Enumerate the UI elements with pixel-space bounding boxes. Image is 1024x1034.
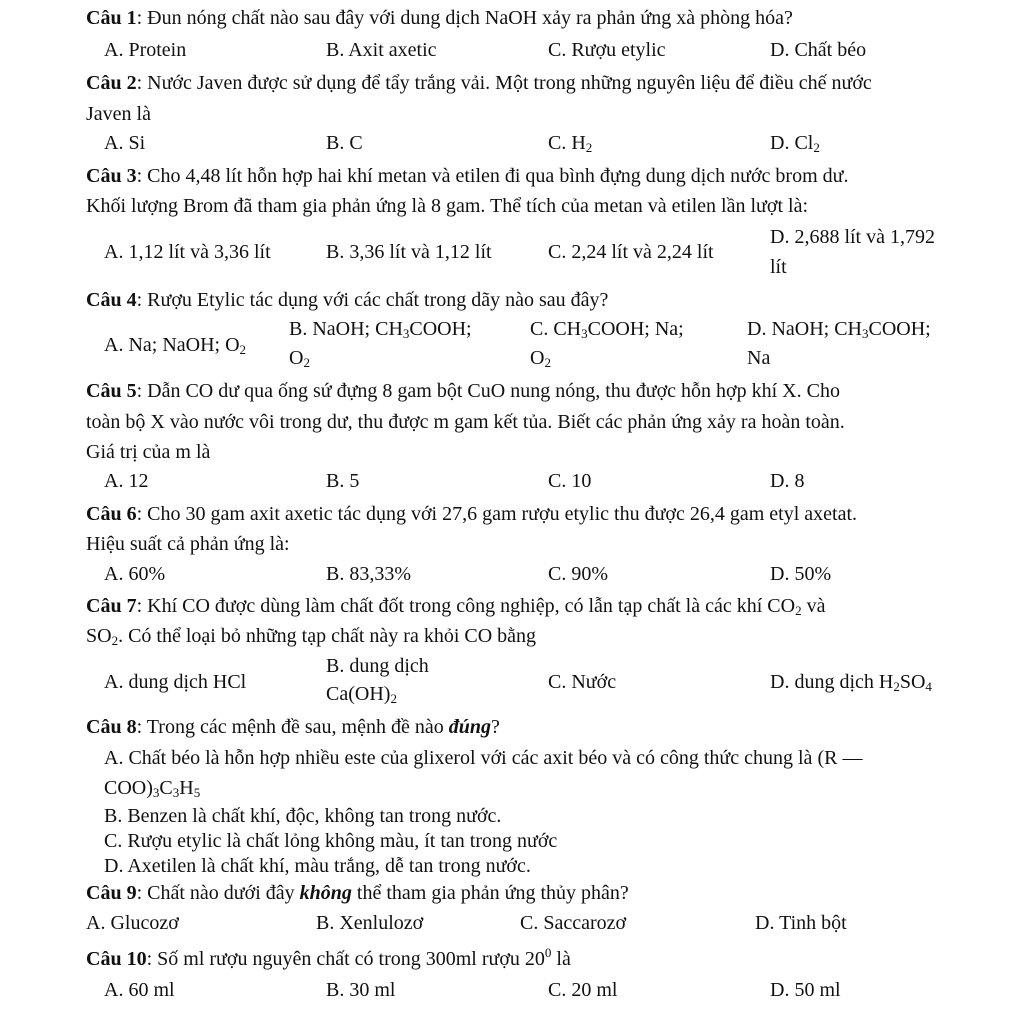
q10-option-a: A. 60 ml — [104, 979, 175, 1001]
q6-option-c: C. 90% — [548, 563, 608, 585]
q8-option-d: D. Axetilen là chất khí, màu trắng, dễ tan trong nước. — [104, 855, 531, 877]
q4-option-b-line2: $O_2$ — [289, 347, 310, 370]
q9-option-c: C. Saccarozơ — [520, 912, 627, 934]
q8-option-c: C. Rượu etylic là chất lỏng không màu, ít tan trong nước — [104, 830, 558, 852]
q4-option-a: A. Na; NaOH; $O_2$ — [104, 334, 247, 357]
q5-option-d: D. 8 — [770, 470, 805, 492]
q4-option-b: B. NaOH; $CH_3COOH$; — [289, 318, 472, 341]
q4-option-c: C. $CH_3COOH$; Na; — [530, 318, 684, 341]
q9-option-b: B. Xenlulozơ — [316, 912, 424, 934]
question-6-stem-line2: Hiệu suất cả phản ứng là: — [86, 533, 290, 555]
q8-option-b: B. Benzen là chất khí, độc, không tan trong nước. — [104, 805, 502, 827]
question-2-stem-line2: Javen là — [86, 103, 151, 125]
q7-option-d: D. dung dịch $H_2SO_4$ — [770, 671, 932, 694]
q1-option-b: B. Axit axetic — [326, 39, 437, 61]
question-label: Câu 1 — [86, 7, 137, 29]
q10-option-d: D. 50 ml — [770, 979, 841, 1001]
q10-option-c: C. 20 ml — [548, 979, 618, 1001]
q7-option-b-line2: $Ca(OH)_2$ — [326, 683, 397, 706]
q9-option-d: D. Tinh bột — [755, 912, 847, 934]
q1-option-d: D. Chất béo — [770, 39, 867, 61]
q7-option-b: B. dung dịch — [326, 655, 429, 677]
q3-option-d: D. 2,688 lít và 1,792 — [770, 226, 935, 248]
q9-option-a: A. Glucozơ — [86, 912, 179, 934]
question-3-stem: Câu 3: Cho 4,48 lít hỗn hợp hai khí metan và etilen đi qua bình đựng dung dịch nước brom dư. — [86, 165, 849, 187]
question-1-stem: Câu 1: Đun nóng chất nào sau đây với dung dịch NaOH xảy ra phản ứng xà phòng hóa? — [86, 7, 793, 29]
q5-option-b: B. 5 — [326, 470, 360, 492]
q2-option-d: D. $Cl_2$ — [770, 132, 820, 155]
question-8-stem: Câu 8: Trong các mệnh đề sau, mệnh đề nào đúng? — [86, 716, 500, 738]
q8-option-a: A. Chất béo là hỗn hợp nhiều este của glixerol với các axit béo và có công thức chung là (R — — [104, 747, 863, 769]
question-5-stem-line3: Giá trị của m là — [86, 441, 211, 463]
q7-option-c: C. Nước — [548, 671, 617, 693]
question-7-stem-line2: $SO_2$. Có thể loại bỏ những tạp chất này ra khỏi CO bằng — [86, 625, 537, 648]
q3-option-b: B. 3,36 lít và 1,12 lít — [326, 241, 492, 263]
question-4-stem: Câu 4: Rượu Etylic tác dụng với các chất trong dãy nào sau đây? — [86, 289, 609, 311]
q5-option-c: C. 10 — [548, 470, 592, 492]
q3-option-d-line2: lít — [770, 256, 787, 278]
q6-option-a: A. 60% — [104, 563, 166, 585]
q4-option-d-line2: Na — [747, 347, 771, 369]
question-7-stem: Câu 7: Khí CO được dùng làm chất đốt trong công nghiệp, có lẫn tạp chất là các khí $CO_2$ và — [86, 595, 826, 618]
q10-option-b: B. 30 ml — [326, 979, 396, 1001]
question-5-stem-line2: toàn bộ X vào nước vôi trong dư, thu được m gam kết tủa. Biết các phản ứng xảy ra hoàn toàn. — [86, 411, 845, 433]
q8-option-a-line2: $COO)_3C_3H_5$ — [104, 777, 201, 800]
q3-option-a: A. 1,12 lít và 3,36 lít — [104, 241, 271, 263]
q7-option-a: A. dung dịch HCl — [104, 671, 247, 693]
q4-option-d: D. NaOH; $CH_3COOH$; — [747, 318, 931, 341]
q2-option-c: C. $H_2$ — [548, 132, 593, 155]
question-6-stem: Câu 6: Cho 30 gam axit axetic tác dụng với 27,6 gam rượu etylic thu được 26,4 gam etyl axetat. — [86, 503, 858, 525]
q1-option-c: C. Rượu etylic — [548, 39, 666, 61]
q2-option-a: A. Si — [104, 132, 146, 154]
q2-option-b: B. C — [326, 132, 363, 154]
question-5-stem: Câu 5: Dẫn CO dư qua ống sứ đựng 8 gam bột CuO nung nóng, thu được hỗn hợp khí X. Cho — [86, 380, 840, 402]
q3-option-c: C. 2,24 lít và 2,24 lít — [548, 241, 714, 263]
q4-option-c-line2: $O_2$ — [530, 347, 551, 370]
question-3-stem-line2: Khối lượng Brom đã tham gia phản ứng là 8 gam. Thể tích của metan và etilen lần lượt là: — [86, 195, 809, 217]
q6-option-b: B. 83,33% — [326, 563, 411, 585]
question-2-stem: Câu 2: Nước Javen được sử dụng để tẩy trắng vải. Một trong những nguyên liệu để điều chế nước — [86, 72, 872, 94]
q1-option-a: A. Protein — [104, 39, 187, 61]
q5-option-a: A. 12 — [104, 470, 149, 492]
question-10-stem: Câu 10: Số ml rượu nguyên chất có trong 300ml rượu $20^0$ là — [86, 945, 571, 970]
q6-option-d: D. 50% — [770, 563, 832, 585]
question-9-stem: Câu 9: Chất nào dưới đây không thể tham gia phản ứng thủy phân? — [86, 882, 629, 904]
